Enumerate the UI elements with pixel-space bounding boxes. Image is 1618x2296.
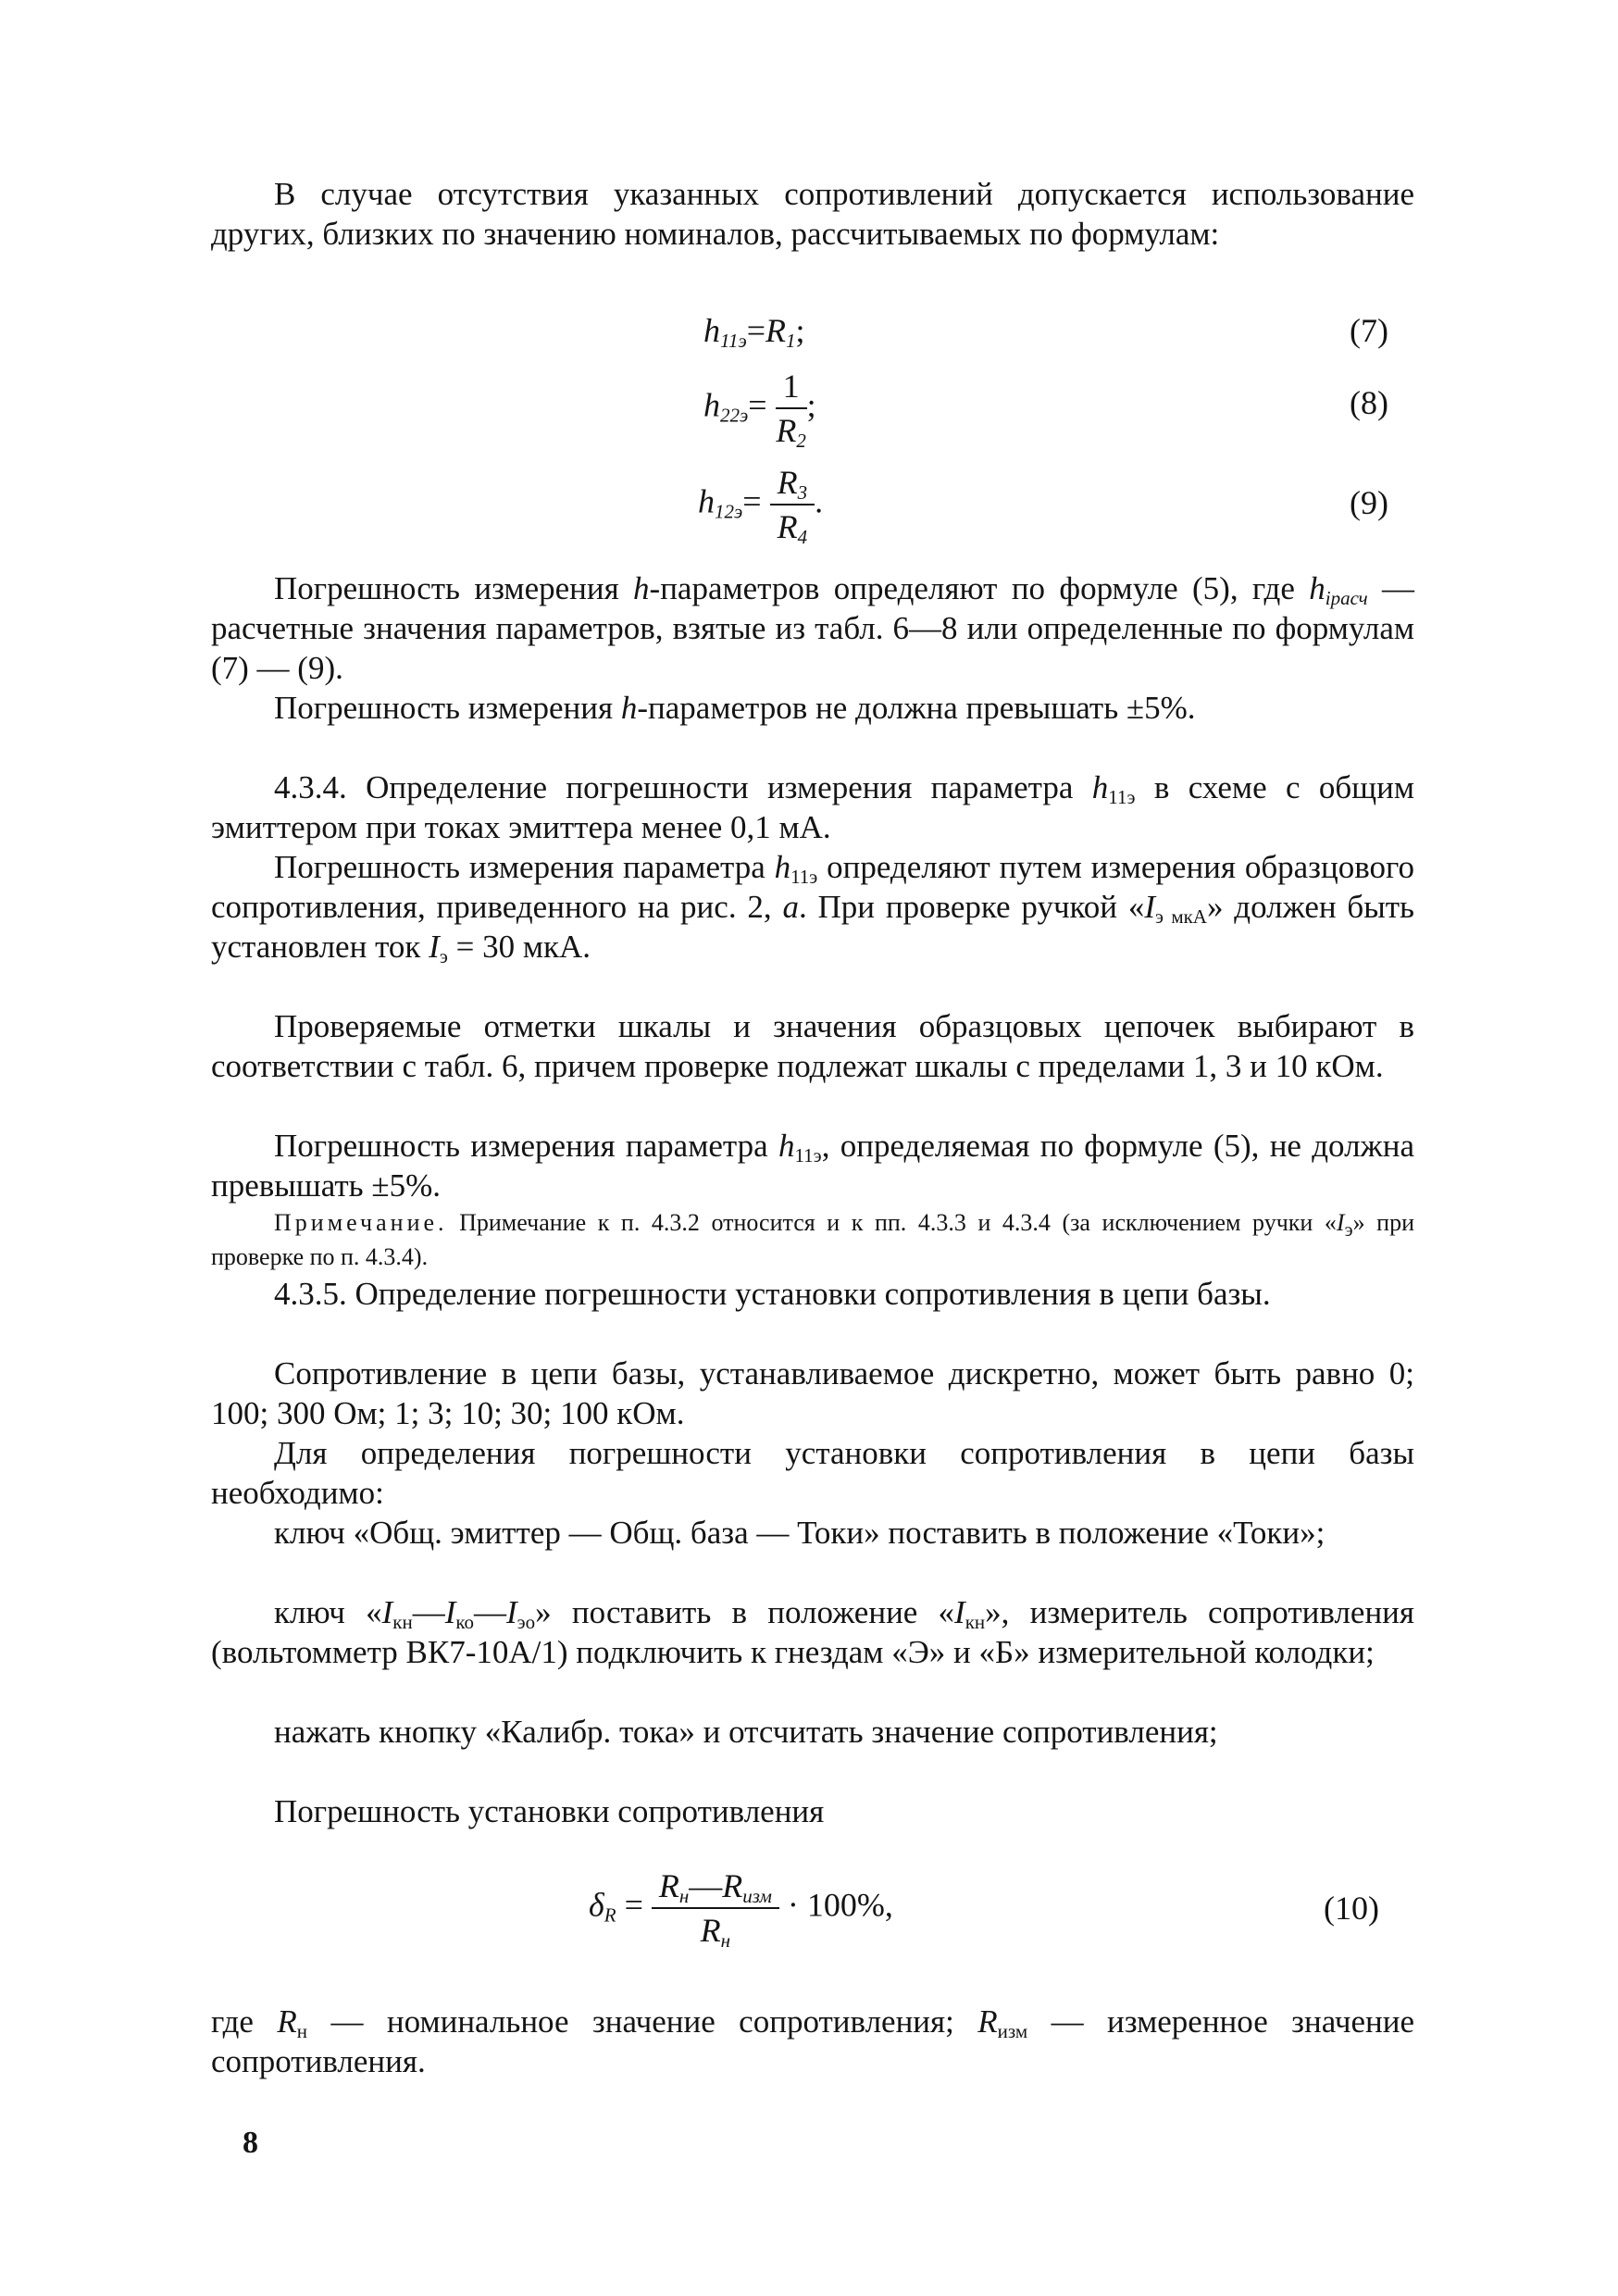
page-number: 8	[243, 2126, 258, 2160]
paragraph-error-h: Погрешность измерения h-параметров определяют по формуле (5), где $h_{iрасч}$ — расчетные значения параметров, взятые из табл. 6—8 или определенные по формулам (7) — (9).	[211, 570, 1414, 686]
paragraph-note: Примечание. Примечание к п. 4.3.2 относится и к пп. 4.3.3 и 4.3.4 (за исключением ручки «$I_э$» при проверке по п. 4.3.4).	[211, 1209, 1415, 1270]
formula-9: $h_{12э}=$ $\frac{R_3}{R_4}$ .	[698, 464, 824, 548]
paragraph-h11e-limit: Погрешность измерения параметра $h_{11э}$, определяемая по формуле (5), не должна превышать ±5%.	[211, 1128, 1414, 1204]
formula-9-number: (9)	[1350, 484, 1388, 521]
paragraph-where: где $R_н$ — номинальное значение сопротивления; $R_{изм}$ — измеренное значение сопротивления.	[211, 2003, 1414, 2079]
paragraph-h11e-method: Погрешность измерения параметра $h_{11э}$ определяют путем измерения образцового сопротивления, приведенного на рис. 2, а. При проверке ручкой «$I_{э мкА}$» должен быть установлен ток $I_э = 30$ мкА.	[211, 849, 1414, 967]
paragraph-error-setting: Погрешность установки сопротивления	[274, 1793, 825, 1829]
paragraph-scale-marks: Проверяемые отметки шкалы и значения образцовых цепочек выбирают в соответствии с табл. 6, причем проверке подлежат шкалы с пределами 1, 3 и 10 кОм.	[211, 1008, 1414, 1084]
paragraph-step-2: ключ «$I_{кн}—I_{ко}—I_{эо}$» поставить в положение «$I_{кн}$», измеритель сопротивления (вольтомметр ВК7-10А/1) подключить к гнездам «Э» и «Б» измерительной колодки;	[211, 1594, 1414, 1670]
formula-8: $h_{22э}=$ $\frac{1}{R_2}$ ;	[703, 368, 816, 452]
paragraph-4-3-5: 4.3.5. Определение погрешности установки сопротивления в цепи базы.	[274, 1276, 1271, 1312]
paragraph-procedure: Для определения погрешности установки сопротивления в цепи базы необходимо:	[211, 1435, 1414, 1511]
formula-10-number: (10)	[1324, 1890, 1379, 1927]
fraction-8: $\frac{1}{R_2}$	[776, 368, 806, 452]
formula-8-number: (8)	[1350, 384, 1388, 421]
formula-10: $\delta_R$ = $\frac{R_н—R_{изм}}{R_н}$ · 100%,	[589, 1867, 893, 1952]
paragraph-error-limit: Погрешность измерения h-параметров не должна превышать ±5%.	[274, 690, 1196, 726]
paragraph-base-resistance: Сопротивление в цепи базы, устанавливаемое дискретно, может быть равно 0; 100; 300 Ом; 1; 3; 10; 30; 100 кОм.	[211, 1355, 1414, 1431]
formula-7-number: (7)	[1350, 312, 1388, 349]
fraction-10: $\frac{R_н—R_{изм}}{R_н}$	[652, 1866, 779, 1950]
paragraph-intro: В случае отсутствия указанных сопротивлений допускается использование других, близких по значению номиналов, рассчитываемых по формулам:	[211, 176, 1414, 252]
fraction-9: $\frac{R_3}{R_4}$	[770, 463, 815, 546]
paragraph-step-3: нажать кнопку «Калибр. тока» и отсчитать значение сопротивления;	[274, 1714, 1218, 1750]
paragraph-4-3-4: 4.3.4. Определение погрешности измерения параметра $h_{11э}$ в схеме с общим эмиттером при токах эмиттера менее 0,1 мА.	[211, 769, 1414, 845]
formula-7: $h_{11э}=R_1$;	[703, 312, 805, 352]
paragraph-step-1: ключ «Общ. эмиттер — Общ. база — Токи» поставить в положение «Токи»;	[274, 1515, 1326, 1551]
